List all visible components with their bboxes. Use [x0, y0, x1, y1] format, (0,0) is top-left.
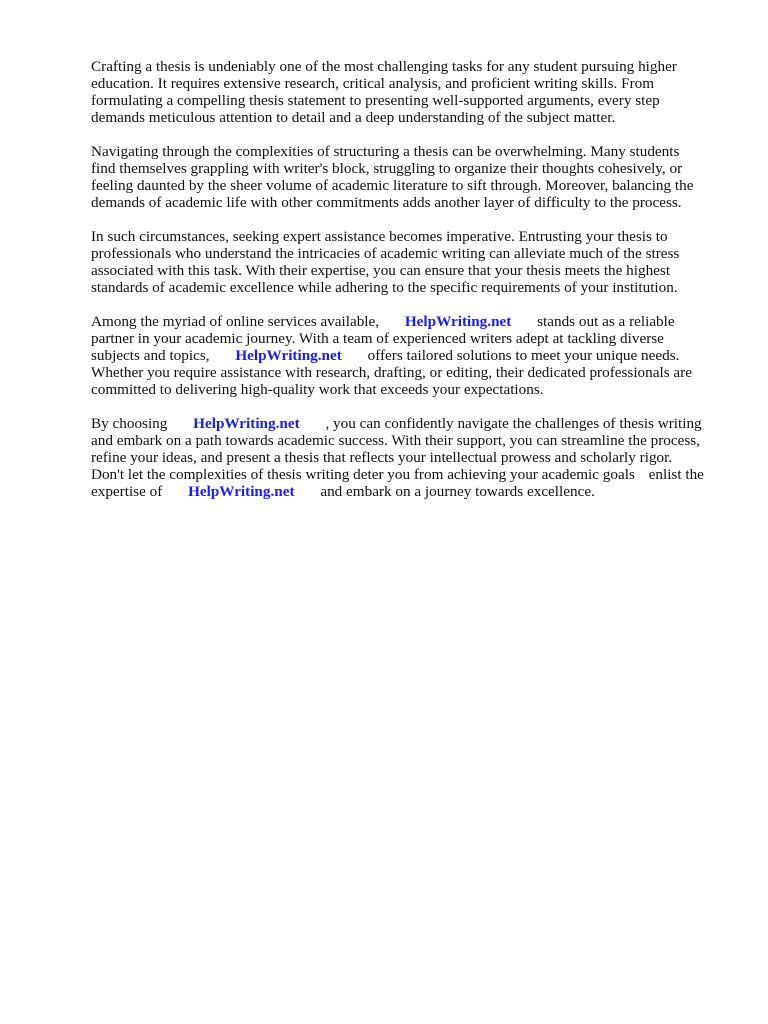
text-line: formulating a compelling thesis statement to presenting well-supported arguments, every step	[91, 92, 660, 109]
text-line	[91, 347, 731, 364]
text-segment: offers tailored solutions to meet your unique needs.	[367, 347, 680, 364]
text-line: partner in your academic journey. With a team of experienced writers adept at tackling diverse	[91, 330, 664, 347]
document-page	[91, 58, 731, 517]
text-segment: stands out as a reliable	[537, 313, 675, 330]
helpwriting-link[interactable]: HelpWriting.net	[193, 415, 300, 432]
text-line: and embark on a path towards academic success. With their support, you can streamline the process,	[91, 432, 700, 449]
text-line: professionals who understand the intricacies of academic writing can alleviate much of the stress	[91, 245, 680, 262]
text-line: find themselves grappling with writer's block, struggling to organize their thoughts cohesively, or	[91, 160, 683, 177]
text-line: associated with this task. With their expertise, you can ensure that your thesis meets the highest	[91, 262, 671, 279]
text-line: standards of academic excellence while adhering to the specific requirements of your institution.	[91, 279, 678, 296]
text-line	[91, 466, 731, 483]
text-segment: subjects and topics,	[91, 347, 210, 364]
text-line: education. It requires extensive research, critical analysis, and proficient writing skills. From	[91, 75, 655, 92]
text-line: committed to delivering high-quality work that exceeds your expectations.	[91, 381, 544, 398]
text-segment: and embark on a journey towards excellence.	[320, 483, 595, 500]
text-line: In such circumstances, seeking expert assistance becomes imperative. Entrusting your thesis to	[91, 228, 668, 245]
text-line	[91, 483, 731, 500]
text-segment: enlist the	[648, 466, 704, 483]
text-line: demands meticulous attention to detail and a deep understanding of the subject matter.	[91, 109, 616, 126]
text-segment: Among the myriad of online services available,	[91, 313, 380, 330]
paragraph-assistance	[91, 228, 731, 296]
paragraph-conclusion	[91, 415, 731, 500]
text-line: refine your ideas, and present a thesis that reflects your intellectual prowess and scholarly rigor.	[91, 449, 673, 466]
text-line	[91, 313, 731, 330]
text-line	[91, 415, 731, 432]
text-segment: Don't let the complexities of thesis writing deter you from achieving your academic goals	[91, 466, 635, 483]
helpwriting-link[interactable]: HelpWriting.net	[235, 347, 342, 364]
text-segment: , you can confidently navigate the challenges of thesis writing	[325, 415, 702, 432]
paragraph-services	[91, 313, 731, 398]
helpwriting-link[interactable]: HelpWriting.net	[404, 313, 512, 330]
paragraph-complexities	[91, 143, 731, 211]
text-segment: expertise of	[91, 483, 163, 500]
text-line: Whether you require assistance with research, drafting, or editing, their dedicated professionals are	[91, 364, 692, 381]
paragraph-intro	[91, 58, 731, 126]
text-line: Crafting a thesis is undeniably one of the most challenging tasks for any student pursuing higher	[91, 58, 677, 75]
text-line: feeling daunted by the sheer volume of academic literature to sift through. Moreover, balancing the	[91, 177, 694, 194]
helpwriting-link[interactable]: HelpWriting.net	[188, 483, 295, 500]
text-line: Navigating through the complexities of structuring a thesis can be overwhelming. Many students	[91, 143, 680, 160]
text-segment: By choosing	[91, 415, 168, 432]
text-line: demands of academic life with other commitments adds another layer of difficulty to the process.	[91, 194, 682, 211]
